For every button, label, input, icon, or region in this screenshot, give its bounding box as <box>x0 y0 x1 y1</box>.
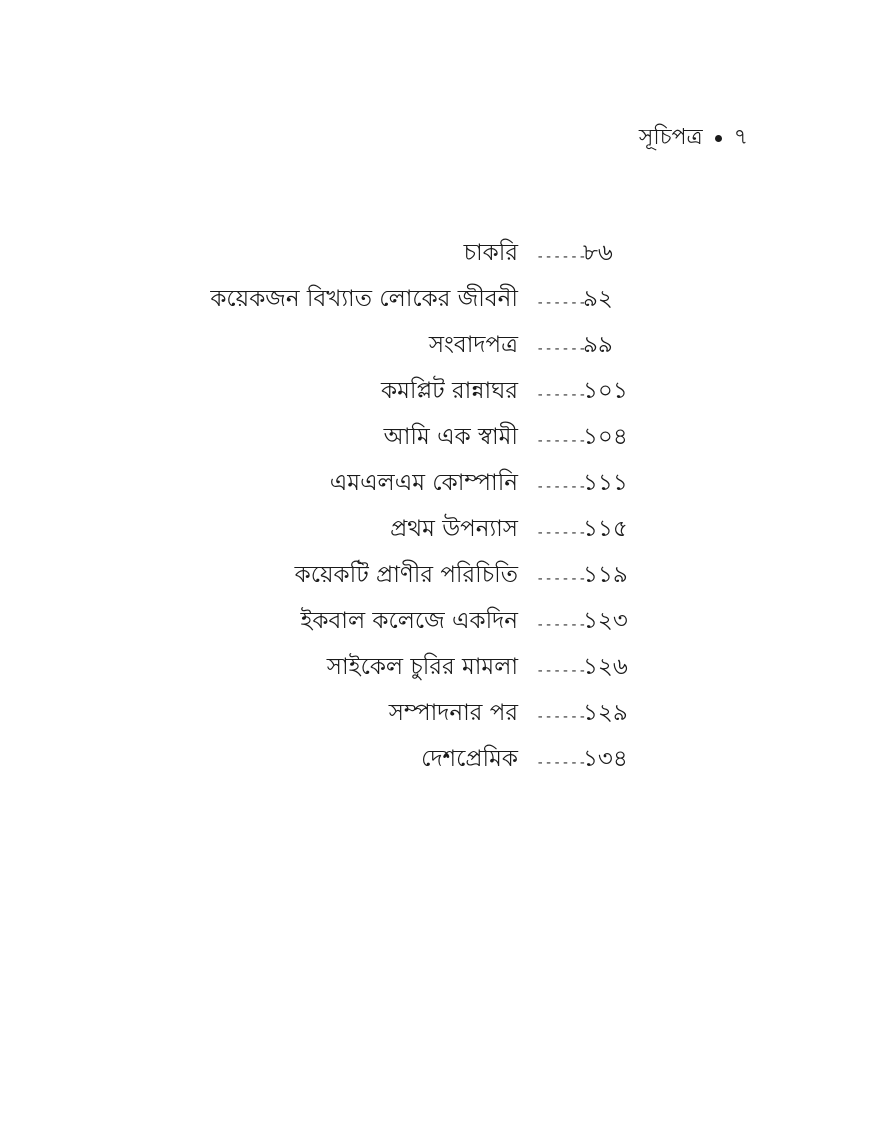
toc-entry-title: এমএলএম কোম্পানি <box>329 470 518 496</box>
toc-entry[interactable] <box>0 369 870 415</box>
running-header <box>639 120 748 156</box>
toc-entry-page: ১০১ <box>583 378 628 404</box>
toc-entry[interactable] <box>0 553 870 599</box>
toc-entry[interactable] <box>0 691 870 737</box>
toc-leader-dashes: ------ <box>536 249 587 265</box>
toc-leader-dashes: ------ <box>536 617 587 633</box>
toc-entry-title: সম্পাদনার পর <box>388 700 518 726</box>
toc-leader-dashes: ------ <box>536 295 587 311</box>
toc-entry-page: ১৩৪ <box>583 746 628 772</box>
toc-entry-page: ৯২ <box>583 286 613 312</box>
toc-entry-page: ১০৪ <box>583 424 628 450</box>
toc-entry-page: ১১৫ <box>583 516 628 542</box>
toc-entry[interactable] <box>0 323 870 369</box>
toc-entry[interactable] <box>0 231 870 277</box>
table-of-contents <box>0 231 870 783</box>
header-bullet <box>715 135 722 142</box>
toc-entry-title: চাকরি <box>463 240 518 266</box>
toc-entry-title: প্রথম উপন্যাস <box>390 516 518 542</box>
toc-entry[interactable] <box>0 277 870 323</box>
toc-leader-dashes: ------ <box>536 571 587 587</box>
toc-entry[interactable] <box>0 737 870 783</box>
toc-entry-page: ১১১ <box>583 470 628 496</box>
toc-entry-title: সাইকেল চুরির মামলা <box>326 654 518 680</box>
toc-entry-title: কয়েকজন বিখ্যাত লোকের জীবনী <box>210 286 518 312</box>
toc-entry[interactable] <box>0 599 870 645</box>
toc-entry[interactable] <box>0 507 870 553</box>
toc-leader-dashes: ------ <box>536 525 587 541</box>
toc-entry-page: ১১৯ <box>583 562 628 588</box>
toc-leader-dashes: ------ <box>536 663 587 679</box>
toc-leader-dashes: ------ <box>536 341 587 357</box>
toc-entry-page: ৯৯ <box>583 332 613 358</box>
toc-entry-page: ৮৬ <box>583 240 613 266</box>
header-section-title: সূচিপত্র <box>638 125 703 150</box>
toc-entry-title: কয়েকটি প্রাণীর পরিচিতি <box>294 562 518 588</box>
toc-entry-title: ইকবাল কলেজে একদিন <box>300 608 518 634</box>
toc-entry-page: ১২৬ <box>583 654 628 680</box>
toc-leader-dashes: ------ <box>536 479 587 495</box>
toc-entry-title: আমি এক স্বামী <box>383 424 518 450</box>
toc-entry[interactable] <box>0 415 870 461</box>
toc-leader-dashes: ------ <box>536 709 587 725</box>
toc-leader-dashes: ------ <box>536 755 587 771</box>
toc-entry[interactable] <box>0 461 870 507</box>
toc-entry-page: ১২৩ <box>583 608 628 634</box>
toc-entry-title: দেশপ্রেমিক <box>421 746 518 772</box>
toc-entry[interactable] <box>0 645 870 691</box>
toc-leader-dashes: ------ <box>536 387 587 403</box>
header-page-number: ৭ <box>733 125 748 150</box>
toc-leader-dashes: ------ <box>536 433 587 449</box>
toc-entry-page: ১২৯ <box>583 700 628 726</box>
toc-entry-title: সংবাদপত্র <box>428 332 518 358</box>
toc-entry-title: কমপ্লিট রান্নাঘর <box>381 378 518 404</box>
